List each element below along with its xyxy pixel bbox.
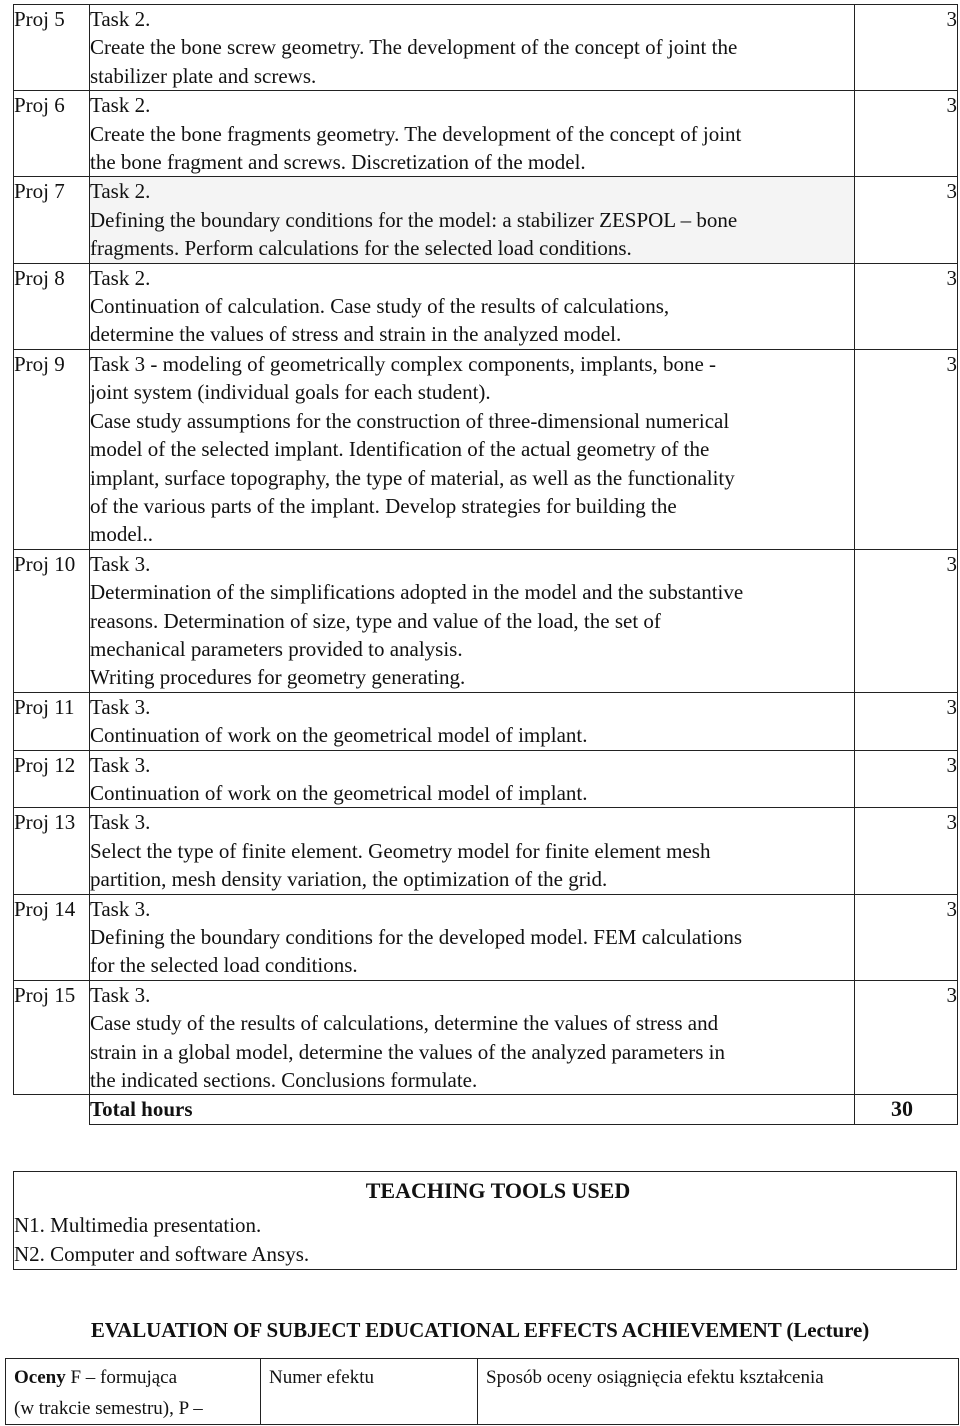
task-heading: Task 2.: [90, 265, 151, 290]
task-description: [90, 263, 855, 349]
task-description-line: Continuation of work on the geometrical model of implant.: [90, 780, 588, 805]
task-description-line: partition, mesh density variation, the optimization of the grid.: [90, 867, 608, 892]
project-number: Proj 12: [14, 750, 90, 808]
project-number: Proj 9: [14, 349, 90, 549]
task-description-line: Create the bone fragments geometry. The development of the concept of joint: [90, 121, 742, 146]
hours-value: 3: [855, 894, 958, 980]
task-heading: Task 3 - modeling of geometrically complex components, implants, bone -: [90, 351, 717, 376]
schedule-row: [14, 808, 958, 894]
teaching-tools-box: [13, 1171, 957, 1270]
task-description-line: fragments. Perform calculations for the selected load conditions.: [90, 236, 632, 261]
task-description: [90, 894, 855, 980]
task-heading: Task 3.: [90, 810, 151, 835]
total-row: [14, 1095, 958, 1124]
task-heading: Task 3.: [90, 551, 151, 576]
task-heading: Task 2.: [90, 179, 151, 204]
task-description-line: Defining the boundary conditions for the model: a stabilizer ZESPOL – bone: [90, 207, 738, 232]
project-number: Proj 14: [14, 894, 90, 980]
task-description-line: model of the selected implant. Identification of the actual geometry of the: [90, 437, 710, 462]
task-description-line: the indicated sections. Conclusions formulate.: [90, 1068, 478, 1093]
hours-value: 3: [855, 5, 958, 91]
task-description: [90, 349, 855, 549]
task-description-line: the bone fragment and screws. Discretization of the model.: [90, 150, 586, 175]
schedule-row: [14, 5, 958, 91]
hours-value: 3: [855, 549, 958, 692]
task-description-line: Case study of the results of calculations, determine the values of stress and: [90, 1011, 719, 1036]
schedule-row: [14, 894, 958, 980]
task-heading: Task 2.: [90, 7, 151, 31]
project-number: Proj 5: [14, 5, 90, 91]
task-description: [90, 808, 855, 894]
grades-label: Oceny: [14, 1367, 66, 1388]
schedule-row: [14, 980, 958, 1095]
hours-value: 3: [855, 263, 958, 349]
task-heading: Task 3.: [90, 982, 151, 1007]
teaching-tool-item: N2. Computer and software Ansys.: [14, 1241, 310, 1266]
task-description: [90, 5, 855, 91]
hours-value: 3: [855, 692, 958, 750]
hours-value: 3: [855, 808, 958, 894]
task-description-line: mechanical parameters provided to analysis.: [90, 636, 463, 661]
hours-value: 3: [855, 91, 958, 177]
task-description-line: implant, surface topography, the type of material, as well as the functionality: [90, 465, 735, 490]
task-description-line: model..: [90, 522, 153, 547]
task-description-line: strain in a global model, determine the values of the analyzed parameters in: [90, 1039, 726, 1064]
task-heading: Task 3.: [90, 752, 151, 777]
task-description: [90, 980, 855, 1095]
project-number: Proj 15: [14, 980, 90, 1095]
project-number: Proj 7: [14, 177, 90, 263]
evaluation-header-grades: [6, 1359, 261, 1425]
schedule-row: [14, 692, 958, 750]
schedule-row: [14, 177, 958, 263]
schedule-table-body: [14, 5, 958, 1125]
hours-value: 3: [855, 177, 958, 263]
project-number: Proj 10: [14, 549, 90, 692]
schedule-row: [14, 91, 958, 177]
task-description-line: Writing procedures for geometry generating.: [90, 665, 466, 690]
project-number: Proj 6: [14, 91, 90, 177]
total-empty-cell: [14, 1095, 90, 1124]
evaluation-header-effect-number: Numer efektu: [261, 1359, 478, 1425]
evaluation-header-method: Sposób oceny osiągnięcia efektu kształcenia: [478, 1359, 959, 1425]
task-heading: Task 3.: [90, 896, 151, 921]
task-heading: Task 3.: [90, 694, 151, 719]
task-description-line: determine the values of stress and strain in the analyzed model.: [90, 322, 622, 347]
schedule-row: [14, 750, 958, 808]
schedule-table: [13, 4, 958, 1125]
task-description: [90, 549, 855, 692]
total-hours-label: Total hours: [90, 1095, 855, 1124]
schedule-row: [14, 349, 958, 549]
task-description: [90, 177, 855, 263]
task-description-line: Continuation of work on the geometrical model of implant.: [90, 723, 588, 748]
task-description: [90, 91, 855, 177]
task-description: [90, 692, 855, 750]
task-description-line: of the various parts of the implant. Develop strategies for building the: [90, 493, 677, 518]
evaluation-header-row: [6, 1359, 959, 1425]
schedule-row: [14, 549, 958, 692]
project-number: Proj 11: [14, 692, 90, 750]
teaching-tool-item: N1. Multimedia presentation.: [14, 1213, 262, 1237]
task-description-line: Continuation of calculation. Case study of the results of calculations,: [90, 294, 670, 319]
task-description-line: reasons. Determination of size, type and value of the load, the set of: [90, 608, 661, 633]
teaching-tools-list: [14, 1211, 309, 1268]
project-number: Proj 8: [14, 263, 90, 349]
task-description-line: Determination of the simplifications adopted in the model and the substantive: [90, 580, 744, 605]
task-description-line: joint system (individual goals for each student).: [90, 380, 491, 405]
hours-value: 3: [855, 750, 958, 808]
teaching-tools-title: TEACHING TOOLS USED: [365, 1178, 631, 1203]
total-hours-value: 30: [855, 1095, 958, 1124]
grades-label-rest: F – formująca: [65, 1367, 178, 1388]
hours-value: 3: [855, 349, 958, 549]
hours-value: 3: [855, 980, 958, 1095]
task-heading: Task 2.: [90, 93, 151, 118]
task-description-line: Defining the boundary conditions for the developed model. FEM calculations: [90, 925, 743, 949]
task-description-line: Select the type of finite element. Geometry model for finite element mesh: [90, 838, 711, 863]
task-description-line: for the selected load conditions.: [90, 953, 358, 978]
evaluation-title: EVALUATION OF SUBJECT EDUCATIONAL EFFECTS ACHIEVEMENT (Lecture): [90, 1318, 870, 1342]
task-description-line: Case study assumptions for the construction of three-dimensional numerical: [90, 408, 730, 433]
schedule-row: [14, 263, 958, 349]
task-description: [90, 750, 855, 808]
evaluation-table: [5, 1358, 959, 1425]
project-number: Proj 13: [14, 808, 90, 894]
grades-label-line2: (w trakcie semestru), P –: [14, 1398, 203, 1419]
task-description-line: stabilizer plate and screws.: [90, 63, 317, 88]
task-description-line: Create the bone screw geometry. The development of the concept of joint the: [90, 35, 738, 60]
